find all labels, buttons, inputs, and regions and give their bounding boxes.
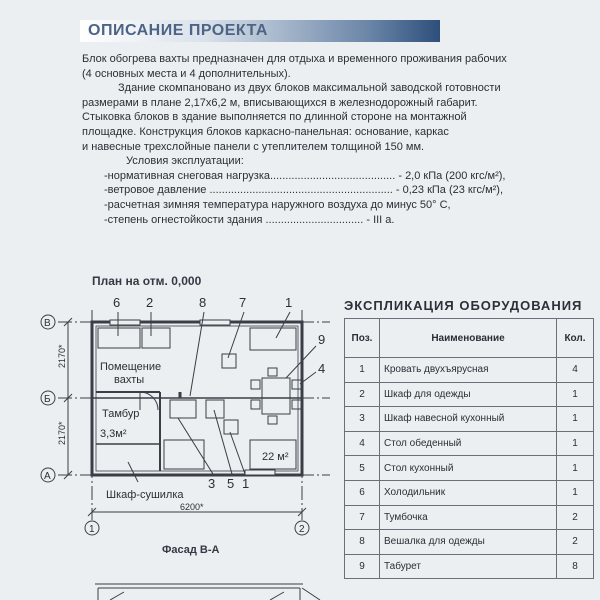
room-label-dryer: Шкаф-сушилка xyxy=(106,489,184,501)
intro-line: Блок обогрева вахты предназначен для отдыха и временного проживания рабочих xyxy=(82,53,507,65)
axis-label-v: В xyxy=(44,318,51,329)
stool xyxy=(251,400,260,409)
window xyxy=(200,320,230,325)
condition-item: -ветровое давление ............................................................ - 0,23 кПа (23 кгс/м²), xyxy=(104,184,504,197)
callout-2: 2 xyxy=(146,295,154,310)
table-cell-qty: 1 xyxy=(557,382,594,407)
table-cell-pos: 6 xyxy=(345,480,380,505)
room-area-vestibule: 3,3м² xyxy=(100,428,127,440)
table-cell-pos: 5 xyxy=(345,456,380,481)
section-title: ОПИСАНИЕ ПРОЕКТА xyxy=(88,22,268,39)
table-cell-name: Вешалка для одежды xyxy=(380,530,557,555)
stool xyxy=(292,400,301,409)
callout-1: 1 xyxy=(285,295,293,310)
conditions-heading: Условия эксплуатации: xyxy=(126,155,244,168)
table-cell-qty: 1 xyxy=(557,407,594,432)
callout-leader xyxy=(190,312,204,396)
axis-label-b: Б xyxy=(44,394,51,405)
dim-label-horizontal: 6200* xyxy=(180,502,204,512)
table-cell-qty: 8 xyxy=(557,554,594,579)
table-cell-qty: 2 xyxy=(557,530,594,555)
table-cell-qty: 2 xyxy=(557,505,594,530)
header-qty: Кол. xyxy=(557,319,594,358)
axis-label-1: 1 xyxy=(89,524,95,535)
condition-item: -расчетная зимняя температура наружного воздуха до минус 50° С, xyxy=(104,198,451,211)
table-row xyxy=(345,505,594,530)
table-cell-pos: 1 xyxy=(345,358,380,383)
table-row xyxy=(345,456,594,481)
callout-3: 3 xyxy=(208,476,216,491)
header-name: Наименование xyxy=(380,319,557,358)
callout-4: 4 xyxy=(318,361,326,376)
bunk-bed xyxy=(98,328,140,348)
table-cell-pos: 9 xyxy=(345,554,380,579)
stool xyxy=(292,380,301,389)
condition-item: -степень огнестойкости здания ................................ - III а. xyxy=(104,213,395,226)
callout-6: 6 xyxy=(113,295,121,310)
table-cell-name: Табурет xyxy=(380,554,557,579)
facade-sketch xyxy=(95,584,303,600)
intro-line: и навесные трехслойные панели с утеплителем толщиной 150 мм. xyxy=(82,140,425,153)
nightstand xyxy=(224,420,238,434)
table-cell-qty: 1 xyxy=(557,480,594,505)
table-row xyxy=(345,530,594,555)
dim-label-vertical: 2170* xyxy=(57,344,67,368)
intro-line: размерами в плане 2,17х6,2 м, вписывающихся в железнодорожный габарит. xyxy=(82,96,478,109)
table-cell-pos: 8 xyxy=(345,530,380,555)
callout-5: 5 xyxy=(227,476,235,491)
table-row xyxy=(345,431,594,456)
callout-9: 9 xyxy=(318,332,326,347)
bunk-bed xyxy=(250,328,296,350)
table-cell-name: Тумбочка xyxy=(380,505,557,530)
table-cell-pos: 3 xyxy=(345,407,380,432)
table-cell-pos: 7 xyxy=(345,505,380,530)
condition-item: -нормативная снеговая нагрузка......................................... - 2,0 кПа (200 кгс/м²), xyxy=(104,169,506,182)
callout-7: 7 xyxy=(239,295,247,310)
header-pos: Поз. xyxy=(345,319,380,358)
callout-leader xyxy=(228,312,244,358)
axis-label-2: 2 xyxy=(299,524,305,535)
callout-leader xyxy=(230,432,245,474)
table-cell-qty: 4 xyxy=(557,358,594,383)
window xyxy=(245,470,275,475)
stool xyxy=(268,416,277,424)
room-area-main: 22 м² xyxy=(262,451,289,463)
table-cell-name: Холодильник xyxy=(380,480,557,505)
table-cell-pos: 2 xyxy=(345,382,380,407)
table-cell-name: Шкаф навесной кухонный xyxy=(380,407,557,432)
intro-line: (4 основных места и 4 дополнительных). xyxy=(82,67,291,80)
equipment-table xyxy=(344,318,594,579)
table-cell-qty: 1 xyxy=(557,431,594,456)
room-label-living-1: Помещение xyxy=(100,361,162,373)
intro-line: Стыковка блоков в здание выполняется по длинной стороне на монтажной xyxy=(82,111,467,124)
callout-leader xyxy=(178,418,213,474)
table-cell-name: Стол кухонный xyxy=(380,456,557,481)
table-row xyxy=(345,407,594,432)
wardrobe xyxy=(142,328,170,348)
room-label-vestibule: Тамбур xyxy=(102,408,140,420)
table-title: ЭКСПЛИКАЦИЯ ОБОРУДОВАНИЯ xyxy=(344,298,583,313)
window xyxy=(110,320,140,325)
table-row xyxy=(345,358,594,383)
axis-label-a: А xyxy=(44,471,51,482)
callout-leader xyxy=(128,462,138,482)
plan-title: План на отм. 0,000 xyxy=(92,274,202,288)
intro-line: Здание скомпановано из двух блоков максимальной заводской готовности xyxy=(118,82,501,95)
facade-title: Фасад В-А xyxy=(162,544,220,556)
table-cell-qty: 1 xyxy=(557,456,594,481)
door-swing xyxy=(140,392,158,410)
table-cell-name: Кровать двухъярусная xyxy=(380,358,557,383)
kitchen-cabinet xyxy=(170,400,196,418)
table-cell-pos: 4 xyxy=(345,431,380,456)
intro-line: площадке. Конструкция блоков каркасно-панельная: основание, каркас xyxy=(82,125,449,138)
bunk-bed xyxy=(164,440,204,469)
callout-leader xyxy=(276,312,290,338)
table-row xyxy=(345,554,594,579)
callout-8: 8 xyxy=(199,295,207,310)
dim-label-vertical: 2170* xyxy=(57,421,67,445)
table-cell-name: Стол обеденный xyxy=(380,431,557,456)
table-body xyxy=(345,358,594,579)
callout-1b: 1 xyxy=(242,476,250,491)
table-row xyxy=(345,480,594,505)
table-row xyxy=(345,382,594,407)
room-label-living-2: вахты xyxy=(114,374,145,386)
table-cell-name: Шкаф для одежды xyxy=(380,382,557,407)
stool xyxy=(251,380,260,389)
stool xyxy=(268,368,277,376)
dining-table xyxy=(262,378,290,414)
